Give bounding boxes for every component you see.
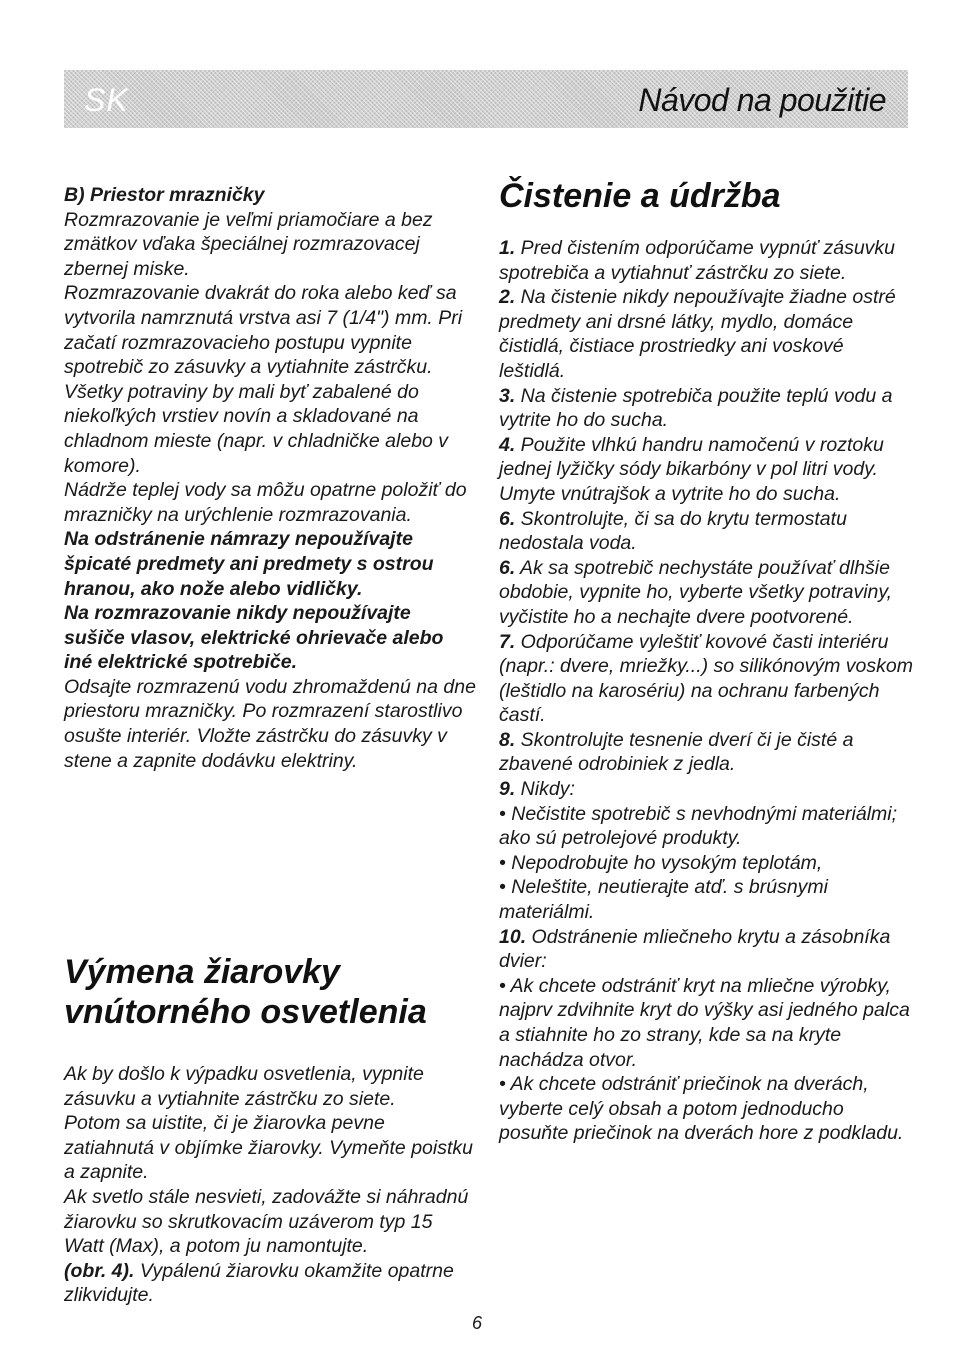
section-subheading: B) Priestor mrazničky [64,184,265,206]
paragraph: Rozmrazovanie dvakrát do roka alebo keď sa vytvorila namrznutá vrstva asi 7 (1/4") mm. Pri začatí rozmrazovacieho postupu vypnite spotrebič zo zásuvky a vytiahnite zástrčku. [64,282,463,379]
item-text: Skontrolujte tesnenie dverí či je čisté a zbavené odrobiniek z jedla. [499,728,854,776]
item-number: 3. [499,384,516,407]
cleaning-section [499,176,913,1146]
item-number: 8. [499,728,516,751]
item-text: Použite vlhkú handru namočenú v roztoku jednej lyžičky sódy bikarbóny v pol litri vody. Umyte vnútrajšok a vytrite ho do sucha. [499,433,884,505]
list-item [499,236,913,285]
figure-reference: (obr. 4). [64,1259,135,1282]
paragraph: Potom sa uistite, či je žiarovka pevne zatiahnutá v objímke žiarovky. Vymeňte poistku a zapnite. [64,1112,473,1184]
bullet-item: • Ak chcete odstrániť kryt na mliečne výrobky, najprv zdvihnite kryt do výšky asi jedného palca a stiahnite ho zo strany, kde sa na kryte nachádza otvor. [499,974,910,1071]
item-number: 10. [499,925,527,948]
item-number: 1. [499,237,516,259]
item-text: Na čistenie spotrebiča použite teplú vodu a vytrite ho do sucha. [499,384,893,432]
item-number: 6. [499,507,516,530]
paragraph: Ak svetlo stále nesvieti, zadovážte si náhradnú žiarovku so skrutkovacím uzáverom typ 15 Watt (Max), a potom ju namontujte. [64,1185,469,1258]
page-number: 6 [471,1313,482,1333]
paragraph: Všetky potraviny by mali byť zabalené do niekoľkých vrstiev novín a skladované na chladnom mieste (napr. v chladničke alebo v komore). [64,380,449,477]
paragraph: Nádrže teplej vody sa môžu opatrne položiť do mrazničky na urýchlenie rozmrazovania. [64,479,467,526]
paragraph: Ak by došlo k výpadku osvetlenia, vypnite zásuvku a vytiahnite zástrčku zo siete. [64,1063,424,1110]
bulb-replacement-section [64,952,476,1308]
warning-text: Na rozmrazovanie nikdy nepoužívajte sušiče vlasov, elektrické ohrievače alebo iné elektrické spotrebiče. [64,602,444,674]
list-item [499,630,913,728]
item-text: Skontrolujte, či sa do krytu termostatu nedostala voda. [499,507,847,555]
list-item [499,777,913,802]
defrost-freezer-section [64,183,476,773]
list-item [499,925,913,974]
header-banner [64,70,908,128]
item-number: 9. [499,778,516,801]
item-number: 7. [499,630,516,653]
list-item [499,507,913,556]
section-heading: Výmena žiarovky vnútorného osvetlenia [64,953,427,1031]
item-number: 6. [499,556,516,579]
item-text: Nikdy: [515,778,575,801]
paragraph: Rozmrazovanie je veľmi priamočiare a bez zmätkov vďaka špeciálnej rozmrazovacej zbernej miske. [64,208,433,280]
item-number: 4. [499,433,516,456]
bullet-item: • Neleštite, neutierajte atď. s brúsnymi materiálmi. [499,876,828,924]
list-item [499,384,913,433]
item-text: Na čistenie nikdy nepoužívajte žiadne ostré predmety ani drsné látky, mydlo, domáce čistidlá, čistiace prostriedky ani voskové leštidlá. [499,286,896,382]
section-heading: Čistenie a údržba [499,177,781,215]
paragraph [64,1259,476,1308]
page-title: Návod na použitie [638,82,886,118]
list-item [499,556,913,630]
bullet-item: • Ak chcete odstrániť priečinok na dverách, vyberte celý obsah a potom jednoducho posuňte priečinok na dverách hore z podkladu. [499,1073,904,1145]
item-text: Odstránenie mliečneho krytu a zásobníka dvier: [499,925,891,973]
language-code: SK [84,82,129,118]
list-item [499,433,913,507]
list-item [499,728,913,777]
warning-text: Na odstránenie námrazy nepoužívajte špicaté predmety ani predmety s ostrou hranou, ako nože alebo vidličky. [64,528,434,600]
paragraph-text: Vypálenú žiarovku okamžite opatrne zlikvidujte. [64,1259,454,1307]
item-text: Odporúčame vyleštiť kovové časti interiéru (napr.: dvere, mriežky...) so silikónovým voskom (leštidlo na karosériu) na ochranu farbených častí. [499,630,913,727]
item-number: 2. [499,286,516,309]
item-text: Ak sa spotrebič nechystáte používať dlhšie obdobie, vypnite ho, vyberte všetky potraviny, vyčistite ho a nechajte dvere pootvorené. [499,556,893,628]
bullet-item: • Nečistite spotrebič s nevhodnými materiálmi; ako sú petrolejové produkty. [499,802,898,850]
bullet-item: • Nepodrobujte ho vysokým teplotám, [499,851,823,874]
list-item [499,285,913,383]
paragraph: Odsajte rozmrazenú vodu zhromaždenú na dne priestoru mrazničky. Po rozmrazení starostlivo osušte interiér. Vložte zástrčku do zásuvky v stene a zapnite dodávku elektriny. [64,675,476,772]
item-text: Pred čistením odporúčame vypnúť zásuvku spotrebiča a vytiahnuť zástrčku zo siete. [499,237,896,284]
